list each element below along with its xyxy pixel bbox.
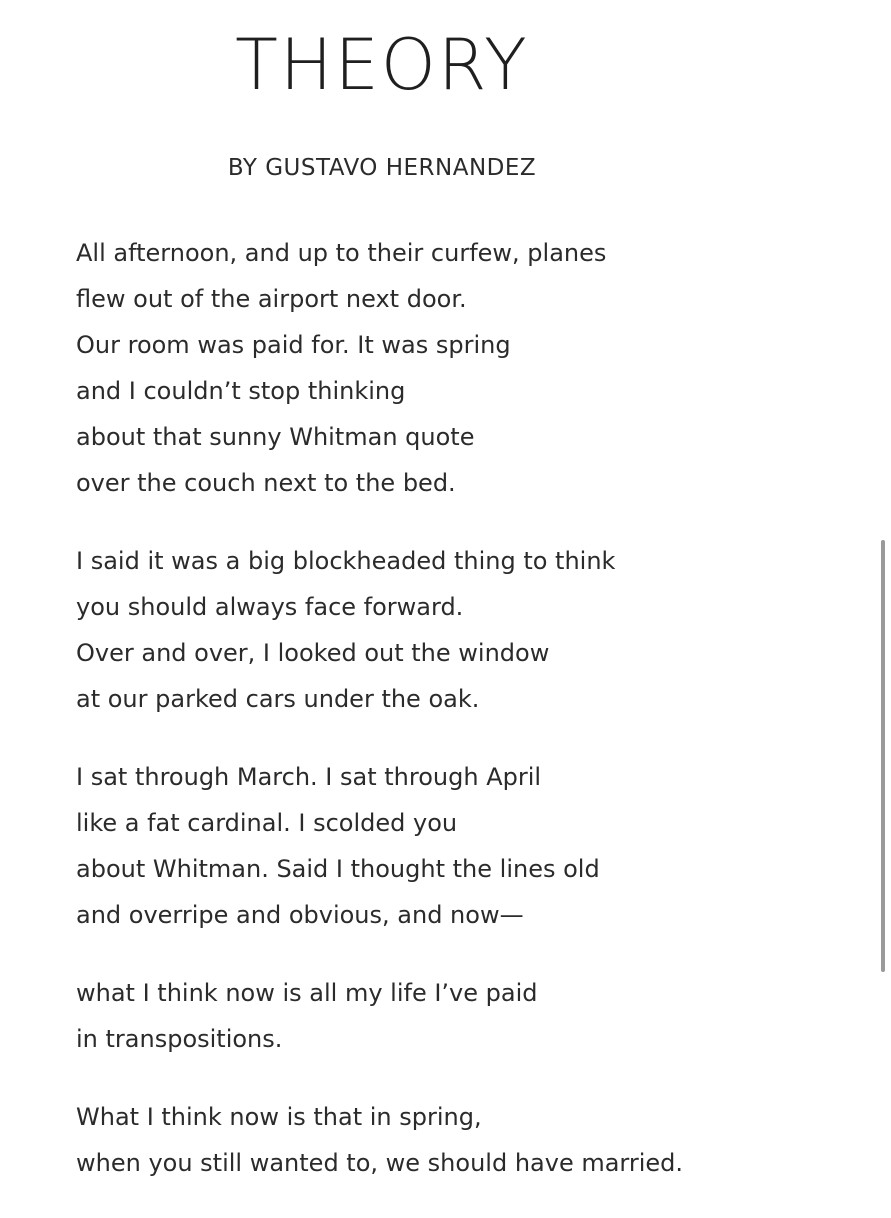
poem-line: All afternoon, and up to their curfew, planes [76,239,607,267]
poem-line: flew out of the airport next door. [76,285,467,313]
poem-line: Over and over, I looked out the window [76,639,550,667]
poem-line: about that sunny Whitman quote [76,423,475,451]
poem-line: Our room was paid for. It was spring [76,331,511,359]
poem-line: what I think now is all my life I’ve paid [76,979,538,1007]
stanza [76,230,856,506]
poem-line: and I couldn’t stop thinking [76,377,406,405]
stanza [76,970,856,1062]
poem-line: in transpositions. [76,1025,283,1053]
stanza [76,1094,856,1186]
poem-line: I sat through March. I sat through April [76,763,542,791]
poem-line: over the couch next to the bed. [76,469,456,497]
stanza [76,538,856,722]
stanza [76,754,856,938]
poem-line: and overripe and obvious, and now— [76,901,524,929]
poem-line: about Whitman. Said I thought the lines old [76,855,600,883]
poem-line: like a fat cardinal. I scolded you [76,809,458,837]
poem-line: when you still wanted to, we should have married. [76,1149,684,1177]
poem-line: at our parked cars under the oak. [76,685,480,713]
poem-line: What I think now is that in spring, [76,1103,482,1131]
poem-line: you should always face forward. [76,593,464,621]
scrollbar-thumb[interactable] [881,540,885,972]
poem-byline: BY GUSTAVO HERNANDEZ [227,155,537,181]
poem-title: THEORY [235,24,529,106]
vertical-scrollbar[interactable] [881,540,885,972]
poem-body [76,230,856,1218]
poem-line: I said it was a big blockheaded thing to think [76,547,616,575]
